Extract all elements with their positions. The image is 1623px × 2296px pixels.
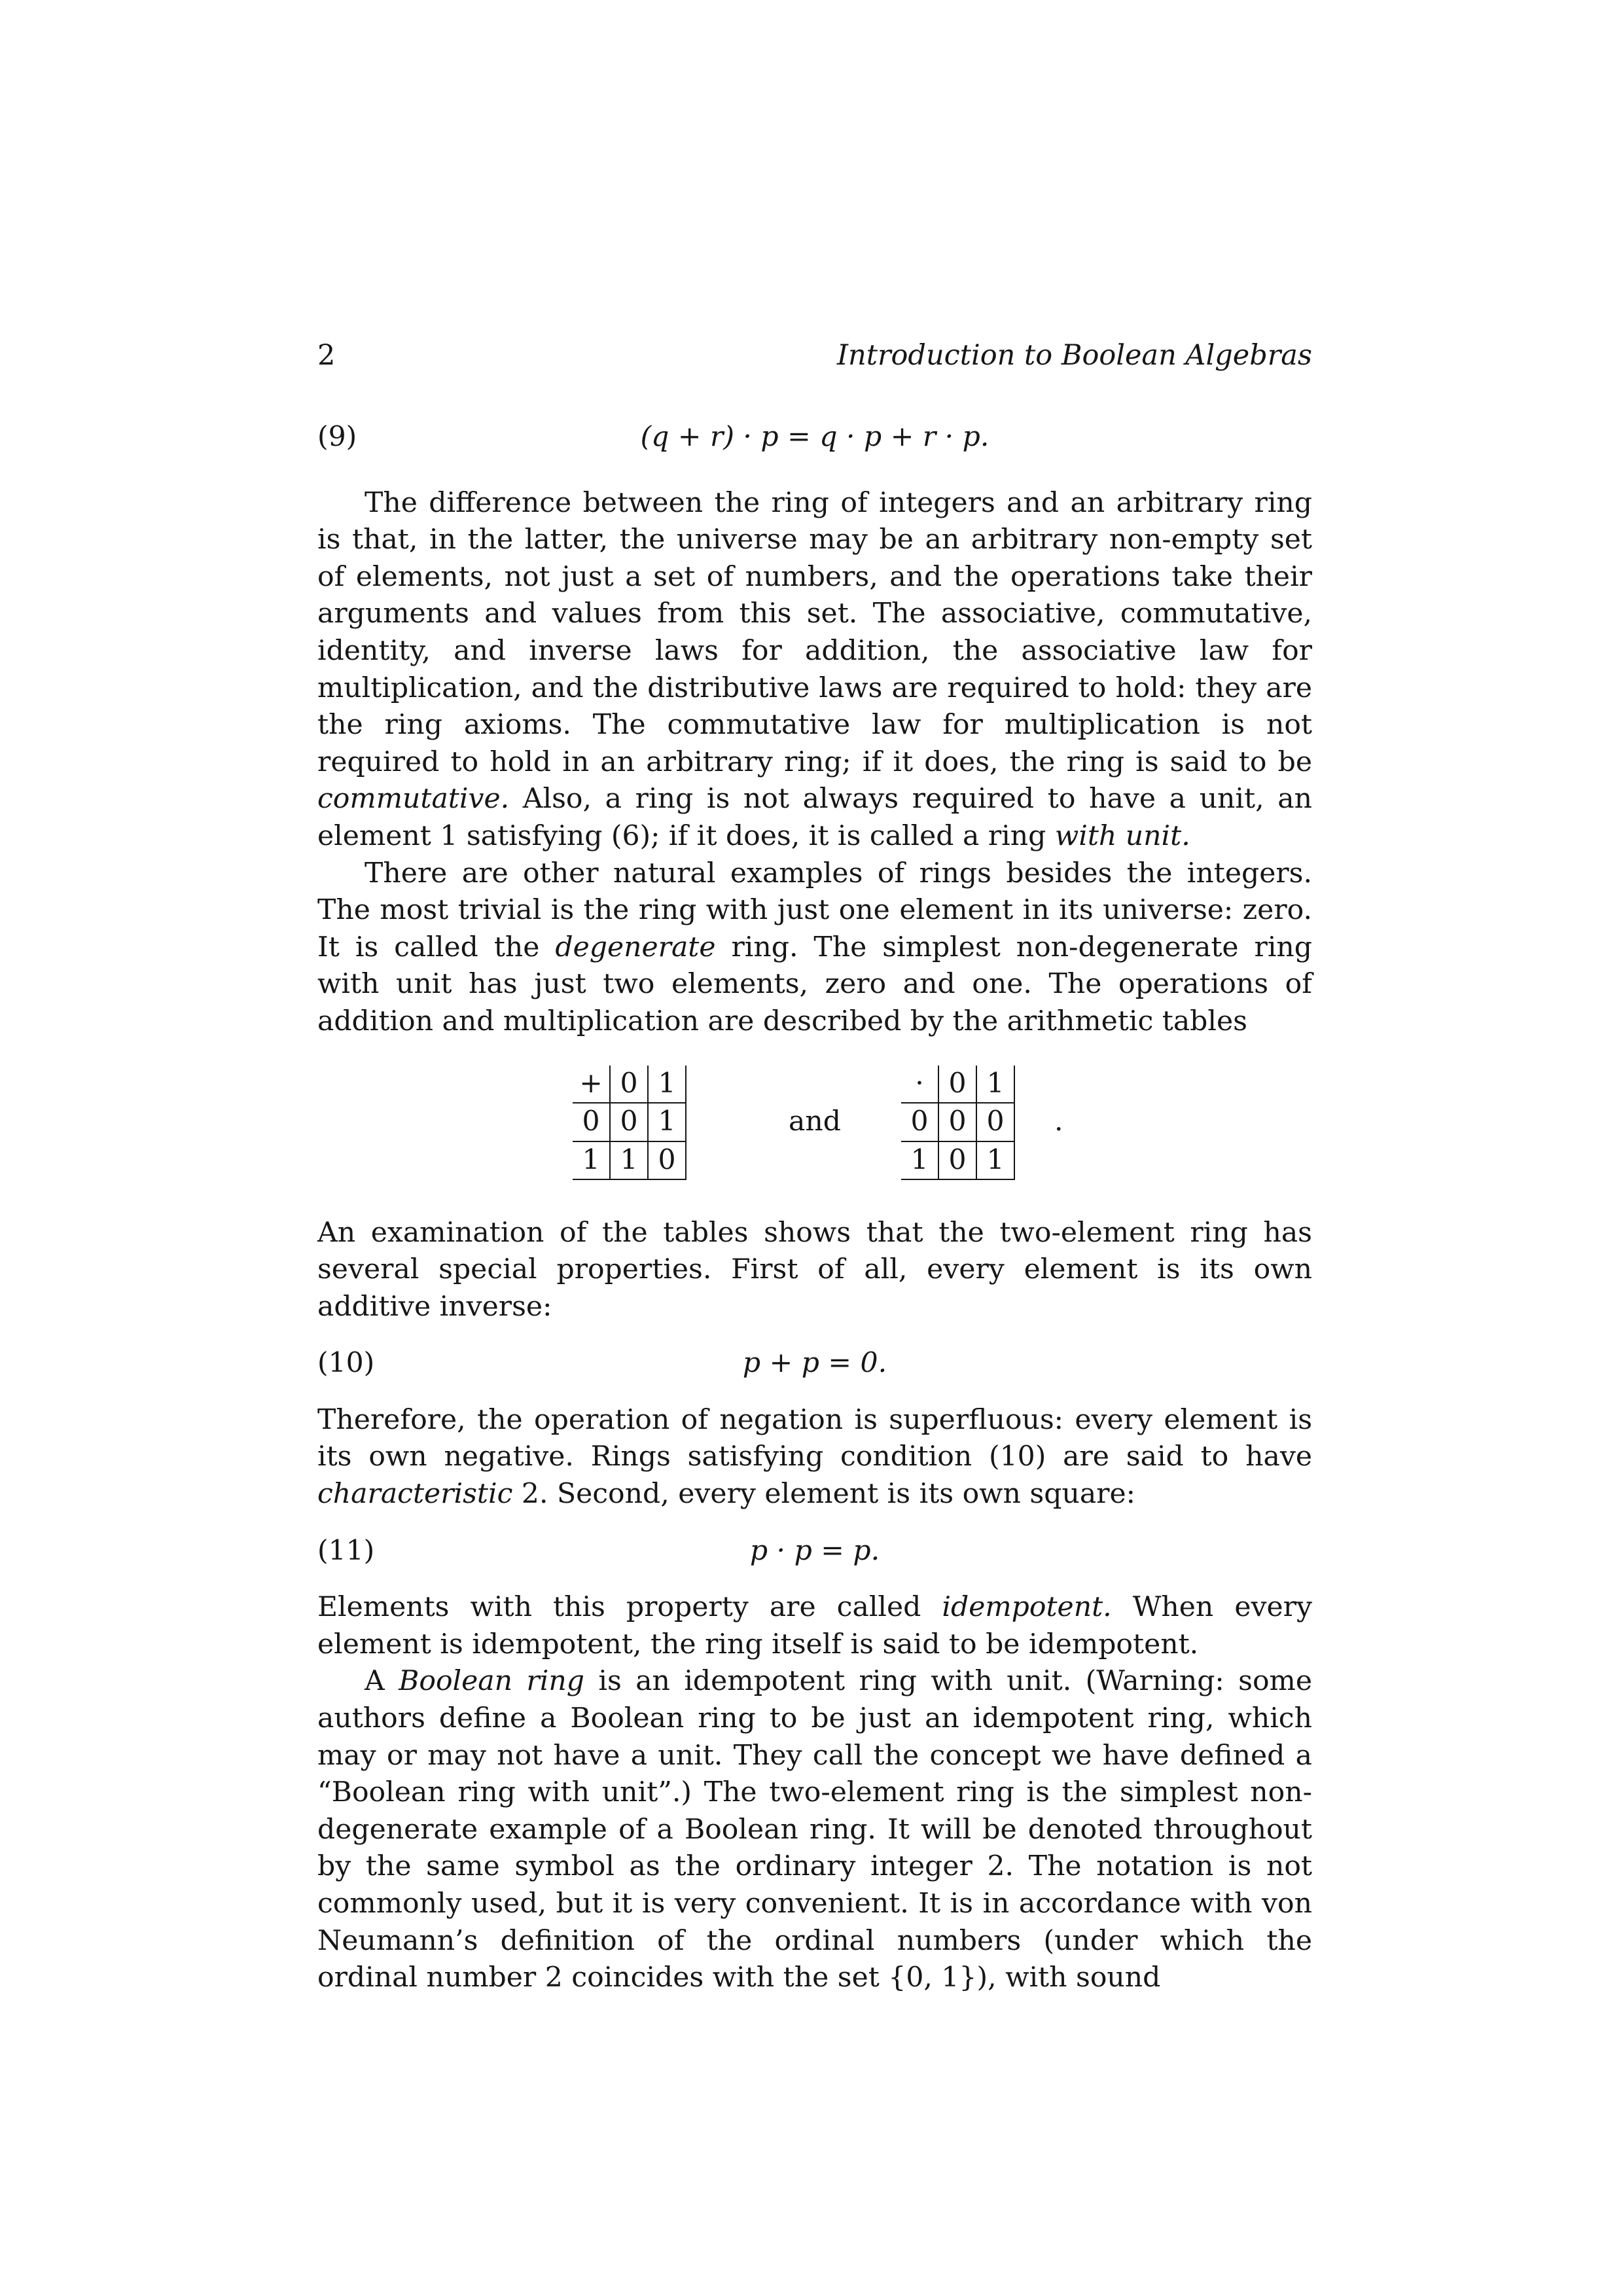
paragraph-text: A <box>365 1665 399 1698</box>
arithmetic-tables <box>317 1066 1312 1190</box>
table-row-label: 0 <box>573 1103 610 1141</box>
equation-9 <box>317 419 1312 456</box>
paragraph-text: 2. Second, every element is its own square: <box>512 1478 1135 1511</box>
table-col-header: 1 <box>976 1066 1014 1103</box>
table-col-header: 1 <box>648 1066 686 1103</box>
paragraph-examination <box>317 1215 1312 1326</box>
emphasis-term: Boolean ring <box>399 1665 584 1698</box>
table-cell: 0 <box>610 1103 648 1141</box>
table-cell: 1 <box>648 1103 686 1141</box>
table-row-label: 1 <box>901 1141 938 1180</box>
table-cell: 0 <box>648 1141 686 1180</box>
emphasis-term: commutative. <box>317 783 510 816</box>
paragraph-ring-definition <box>317 485 1312 855</box>
table-cell: 0 <box>938 1103 976 1141</box>
table-cell: 1 <box>610 1141 648 1180</box>
table-cell: 0 <box>976 1103 1014 1141</box>
equation-10 <box>317 1345 1312 1382</box>
table-cell: 0 <box>938 1141 976 1180</box>
tables-period: . <box>1054 1105 1063 1138</box>
paragraph-text: The difference between the ring of integers and an arbitrary ring is that, in the latter, the universe may be an arbitrary non-empty set of elements, not just a set of numbers, and the operations take their arguments and values from this set. The associative, commutative, identity, and inverse laws for addition, the associative law for multiplication, and the distributive laws are required to hold: they are the ring axioms. The commutative law for multiplication is not required to hold in an arbitrary ring; if it does, the ring is said to be <box>317 486 1312 778</box>
equation-expression: p + p = 0. <box>742 1347 887 1380</box>
table-operator: · <box>901 1066 938 1103</box>
table-col-header: 0 <box>938 1066 976 1103</box>
emphasis-term: characteristic <box>317 1478 513 1511</box>
running-head-title: Introduction to Boolean Algebras <box>837 339 1312 372</box>
paragraph-text: Also, a ring is not always required to have a unit, an element 1 satisfying (6); if it does, it is called a ring <box>317 783 1312 852</box>
emphasis-term: idempotent. <box>942 1591 1112 1624</box>
paragraph-text: When every element is idempotent, the ring itself is said to be idempotent. <box>317 1591 1312 1660</box>
paragraph-text: There are other natural examples of rings besides the integers. The most trivial is the ring with just one element in its universe: zero. It is called the <box>317 857 1312 963</box>
equation-expression: p · p = p. <box>749 1534 880 1567</box>
equation-expression: (q + r) · p = q · p + r · p. <box>640 421 990 453</box>
paragraph-idempotent <box>317 1589 1312 1663</box>
emphasis-term: degenerate <box>555 931 716 963</box>
paragraph-text: is an idempotent ring with unit. (Warning: some authors define a Boolean ring to be just an idempotent ring, which may or may not have a unit. They call the concept we have defined a “Boolean ring with unit”.) The two-element ring is the simplest non-degenerate example of a Boolean ring. It will be denoted throughout by the same symbol as the ordinary integer 2. The notation is not commonly used, but it is very convenient. It is in accordance with von Neumann’s definition of the ordinal numbers (under which the ordinal number 2 coincides with the set {0, 1}), with sound <box>317 1665 1313 1994</box>
paragraph-text: Therefore, the operation of negation is superfluous: every element is its own negative. Rings satisfying condition (10) are said to have <box>317 1403 1312 1473</box>
paragraph-text: An examination of the tables shows that the two-element ring has several special properties. First of all, every element is its own additive inverse: <box>317 1216 1312 1323</box>
table-cell: 1 <box>976 1141 1014 1180</box>
emphasis-term: with unit. <box>1054 819 1190 852</box>
table-col-header: 0 <box>610 1066 648 1103</box>
equation-number: (11) <box>317 1534 375 1567</box>
paragraph-text: ring. The simplest non-degenerate ring with unit has just two elements, zero and one. The operations of addition and multiplication are described by the arithmetic tables <box>317 931 1313 1037</box>
multiplication-table <box>901 1066 1015 1181</box>
equation-number: (9) <box>317 421 357 453</box>
equation-number: (10) <box>317 1347 375 1380</box>
page-number: 2 <box>317 339 336 372</box>
paragraph-examples <box>317 855 1312 1041</box>
table-row-label: 0 <box>901 1103 938 1141</box>
equation-11 <box>317 1533 1312 1570</box>
paragraph-boolean-ring <box>317 1663 1312 1996</box>
paragraph-characteristic <box>317 1402 1312 1513</box>
table-operator: + <box>573 1066 610 1103</box>
running-header <box>317 339 1312 381</box>
tables-connector: and <box>789 1105 841 1138</box>
page-body <box>317 419 1312 1997</box>
paragraph-text: Elements with this property are called <box>317 1591 942 1624</box>
table-row-label: 1 <box>573 1141 610 1180</box>
